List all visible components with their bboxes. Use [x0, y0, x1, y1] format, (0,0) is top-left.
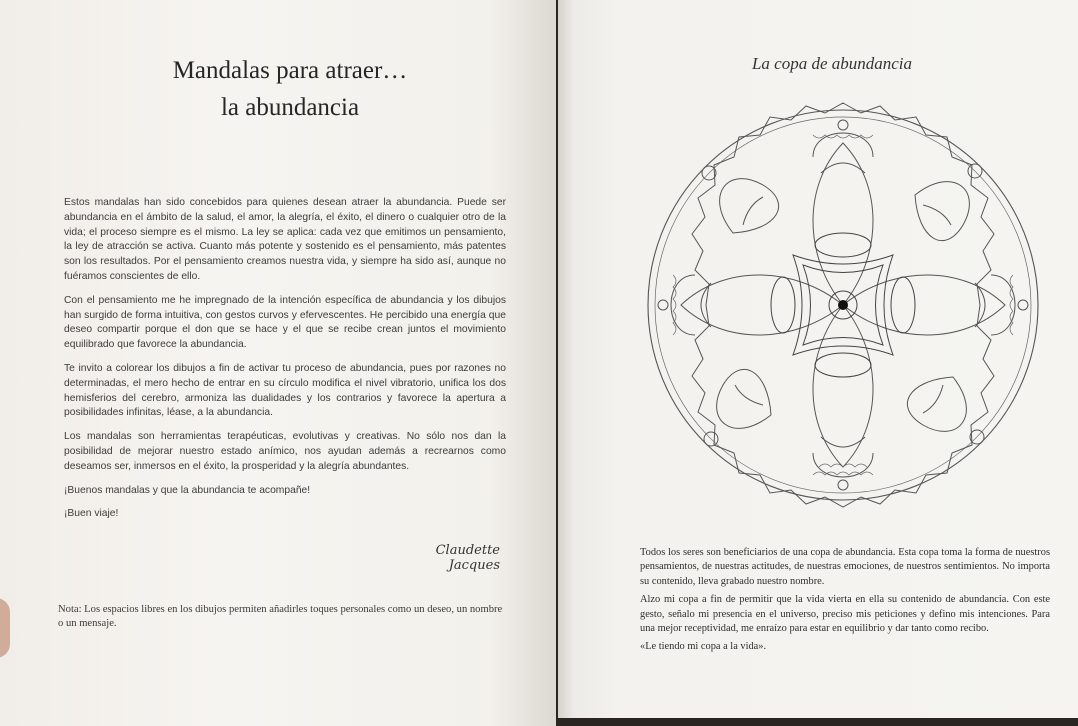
- paragraph: ¡Buen viaje!: [64, 508, 119, 520]
- paragraph: «Le tiendo mi copa a la vida».: [640, 641, 767, 653]
- mandala-illustration: [633, 95, 1053, 515]
- title-line-2: la abundancia: [220, 94, 360, 121]
- mandala-title: La copa de abundancia: [751, 54, 913, 73]
- petal-right: [843, 275, 1028, 335]
- paragraph: Te invito a colorear los dibujos a fin de activar tu proceso de abundancia, pues por razones no determinadas, el mero hecho de entrar en su círculo modifica el nivel vibratorio, unifica los dos hemisferios del cerebro, armoniza las dualidades y los contrarios y favorece la apertura a posibilidades infinitas, léase, a la abundancia.: [64, 362, 506, 419]
- intro-text: [64, 196, 506, 531]
- page-title: [120, 52, 460, 126]
- paragraph: Todos los seres son beneficiarios de una copa de abundancia. Esta copa toma la forma de nuestros pensamientos, de nuestras actitudes, de nuestras emociones, de nuestros sentimientos. No importa su contenido, lleva grabado nuestro nombre.: [640, 547, 1050, 587]
- paragraph: ¡Buenos mandalas y que la abundancia te acompañe!: [64, 484, 311, 496]
- petal-bottom: [813, 305, 873, 490]
- paragraph: Alzo mi copa a fin de permitir que la vida vierta en ella su contenido de abundancia. Con este gesto, señalo mi presencia en el universo, preciso mis peticiones y defino mis intenciones. Para una mejor receptividad, me enraízo para estar en equilibrio y dar tanto como recibo.: [640, 594, 1050, 635]
- petal-top: [813, 120, 873, 305]
- paragraph: Con el pensamiento me he impregnado de la intención específica de abundancia y los dibujos han surgido de forma intuitiva, con gestos curvos y efervescentes. He percibido una energía que deseo compartir porque el don que se hace y el que se recibe crean juntos el movimiento equilibrado que favorece la abundancia.: [64, 294, 506, 351]
- leaf-nw: [702, 166, 779, 233]
- paragraph: Los mandalas son herramientas terapéuticas, evolutivas y creativas. No sólo nos dan la posibilidad de mejorar nuestro estado anímico, nos ayudan además a recrearnos como deseamos ser, inmersos en el éxito, la prosperidad y la alegría abundantes.: [64, 431, 506, 472]
- center-dot: [838, 300, 848, 310]
- note: Nota: Los espacios libres en los dibujos permiten añadirles toques personales como un deseo, un nombre o un mensaje.: [58, 604, 503, 629]
- paragraph: Estos mandalas han sido concebidos para quienes desean atraer la abundancia. Puede ser abundancia en el ámbito de la salud, el amor, la alegría, el éxito, el dinero o cualquier otro de la vida; el proceso siempre es el mismo. La ley se aplica: cada vez que emitimos un pensamiento, la ley de atracción se activa. Cuanto más potente y sostenido es el pensamiento, más patentes son los resultados. Por el pensamiento creamos nuestra vida, y siempre ha sido así, aunque no fuéramos conscientes de ello.: [64, 197, 506, 282]
- thumb: [0, 598, 10, 658]
- petal-left: [658, 275, 843, 335]
- leaf-se: [907, 377, 984, 444]
- signature: Claudette Jacques: [435, 543, 500, 573]
- mandala-description: [640, 546, 1050, 659]
- title-line-1: Mandalas para atraer…: [172, 57, 408, 84]
